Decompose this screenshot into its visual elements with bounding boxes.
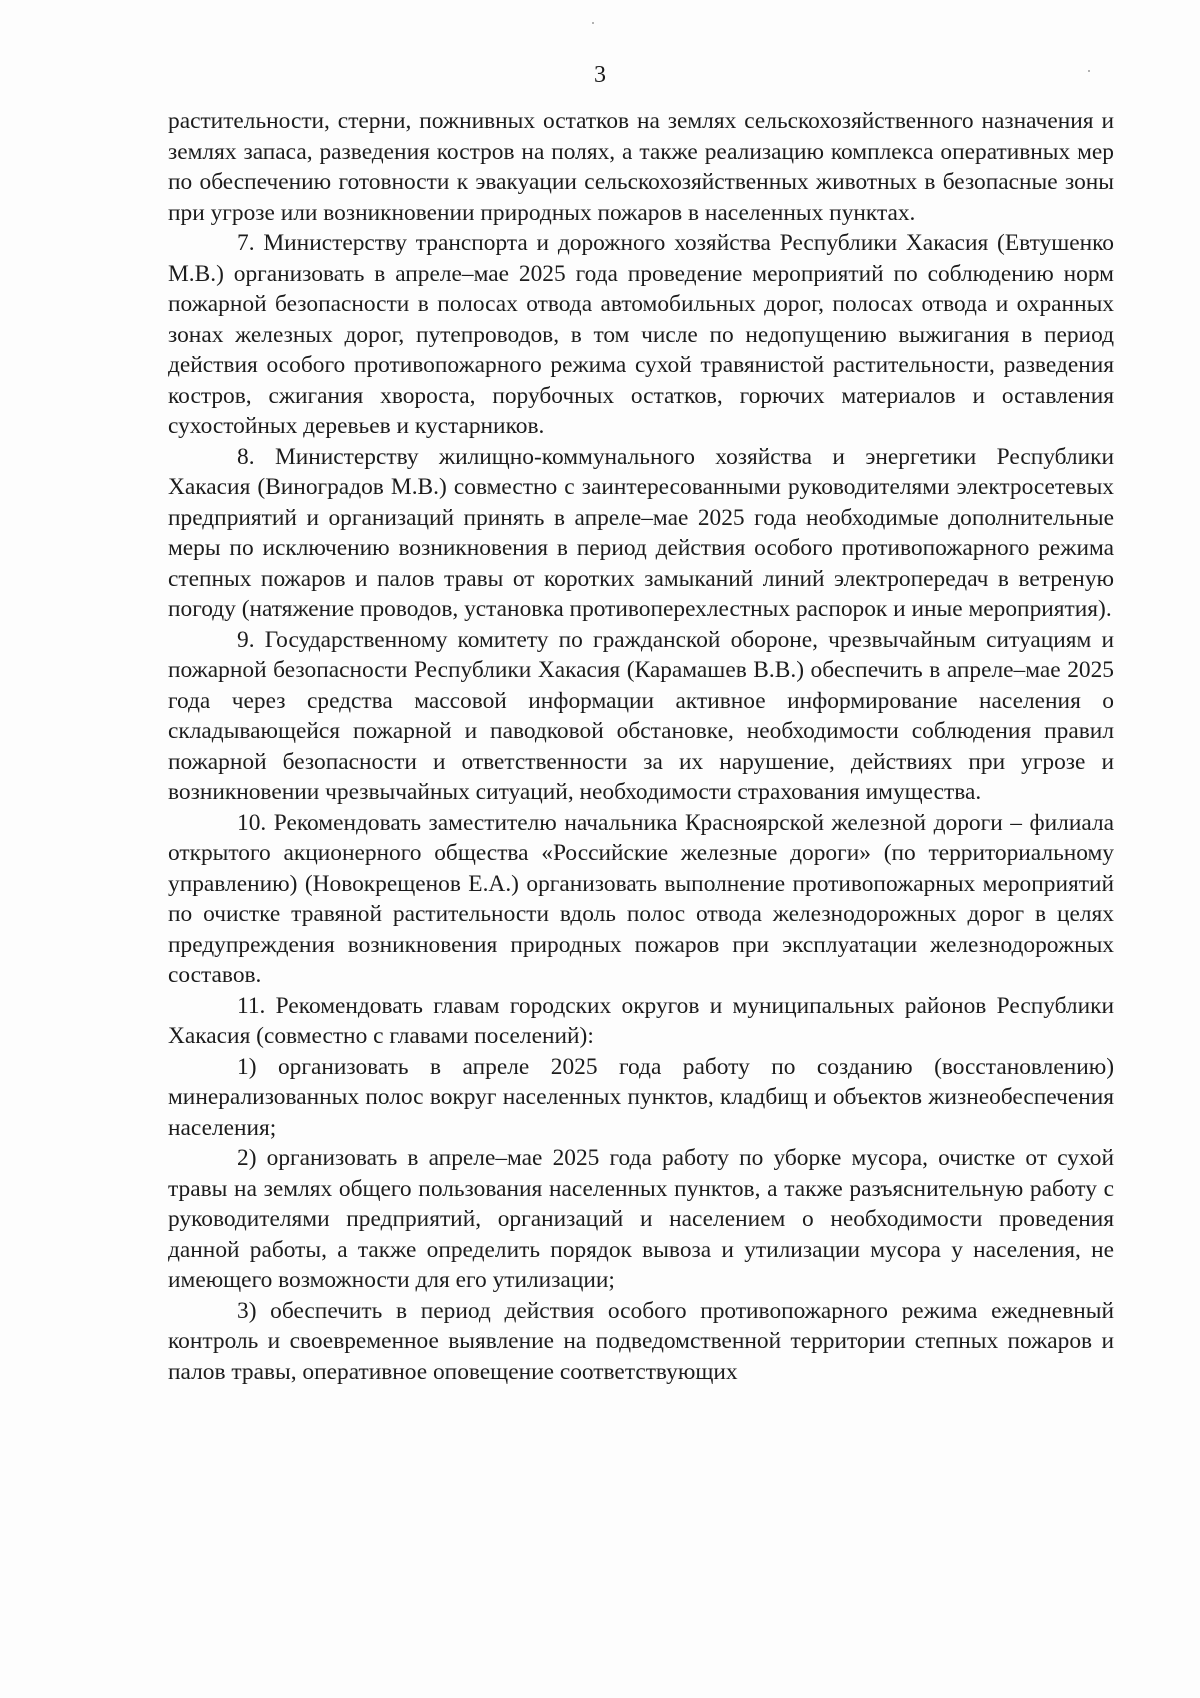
subitem-3: 3) обеспечить в период действия особого противопожарного режима ежедневный контроль и своевременное выявление на подведомственной территории степных пожаров и палов травы, оперативное оповещение соответствующих	[168, 1297, 1114, 1385]
paragraph-item-11: 11. Рекомендовать главам городских округов и муниципальных районов Республики Хакасия (совместно с главами поселений):	[168, 992, 1114, 1049]
paragraph-continuation: растительности, стерни, пожнивных остатков на землях сельскохозяйственного назначения и землях запаса, разведения костров на полях, а также реализацию комплекса оперативных мер по обеспечению готовности к эвакуации сельскохозяйственных животных в безопасные зоны при угрозе или возникновении природных пожаров в населенных пунктах.	[168, 108, 1114, 226]
document-body	[168, 106, 1114, 1387]
paragraph-item-7: 7. Министерству транспорта и дорожного хозяйства Республики Хакасия (Евтушенко М.В.) организовать в апреле–мае 2025 года проведение мероприятий по соблюдению норм пожарной безопасности в полосах отвода автомобильных дорог, полосах отвода и охранных зонах железных дорог, путепроводов, в том числе по недопущению выжигания в период действия особого противопожарного режима сухой травянистой растительности, разведения костров, сжигания хвороста, порубочных остатков, горючих материалов и оставления сухостойных деревьев и кустарников.	[168, 230, 1114, 439]
scan-speck	[592, 22, 594, 24]
subitem-1: 1) организовать в апреле 2025 года работу по созданию (восстановлению) минерализованных полос вокруг населенных пунктов, кладбищ и объектов жизнеобеспечения населения;	[168, 1053, 1114, 1141]
paragraph-item-8: 8. Министерству жилищно-коммунального хозяйства и энергетики Республики Хакасия (Виноградов М.В.) совместно с заинтересованными руководителями электросетевых предприятий и организаций принять в апреле–мае 2025 года необходимые дополнительные меры по исключению возникновения в период действия особого противопожарного режима степных пожаров и палов травы от коротких замыканий линий электропередач в ветреную погоду (натяжение проводов, установка противоперехлестных распорок и иные мероприятия).	[168, 443, 1114, 622]
paragraph-item-9: 9. Государственному комитету по гражданской обороне, чрезвычайным ситуациям и пожарной безопасности Республики Хакасия (Карамашев В.В.) обеспечить в апреле–мае 2025 года через средства массовой информации активное информирование населения о складывающейся пожарной и паводковой обстановке, необходимости соблюдения правил пожарной безопасности и ответственности за их нарушение, действиях при угрозе и возникновении чрезвычайных ситуаций, необходимости страхования имущества.	[168, 626, 1114, 805]
page-number: 3	[594, 62, 606, 88]
paragraph-item-10: 10. Рекомендовать заместителю начальника Красноярской железной дороги – филиала открытого акционерного общества «Российские железные дороги» (по территориальному управлению) (Новокрещенов Е.А.) организовать выполнение противопожарных мероприятий по очистке травяной растительности вдоль полос отвода железнодорожных дорог в целях предупреждения возникновения природных пожаров при эксплуатации железнодорожных составов.	[168, 809, 1114, 988]
subitem-2: 2) организовать в апреле–мае 2025 года работу по уборке мусора, очистке от сухой травы на землях общего пользования населенных пунктов, а также разъяснительную работу с руководителями предприятий, организаций и населением о необходимости проведения данной работы, а также определить порядок вывоза и утилизации мусора у населения, не имеющего возможности для его утилизации;	[168, 1145, 1114, 1293]
